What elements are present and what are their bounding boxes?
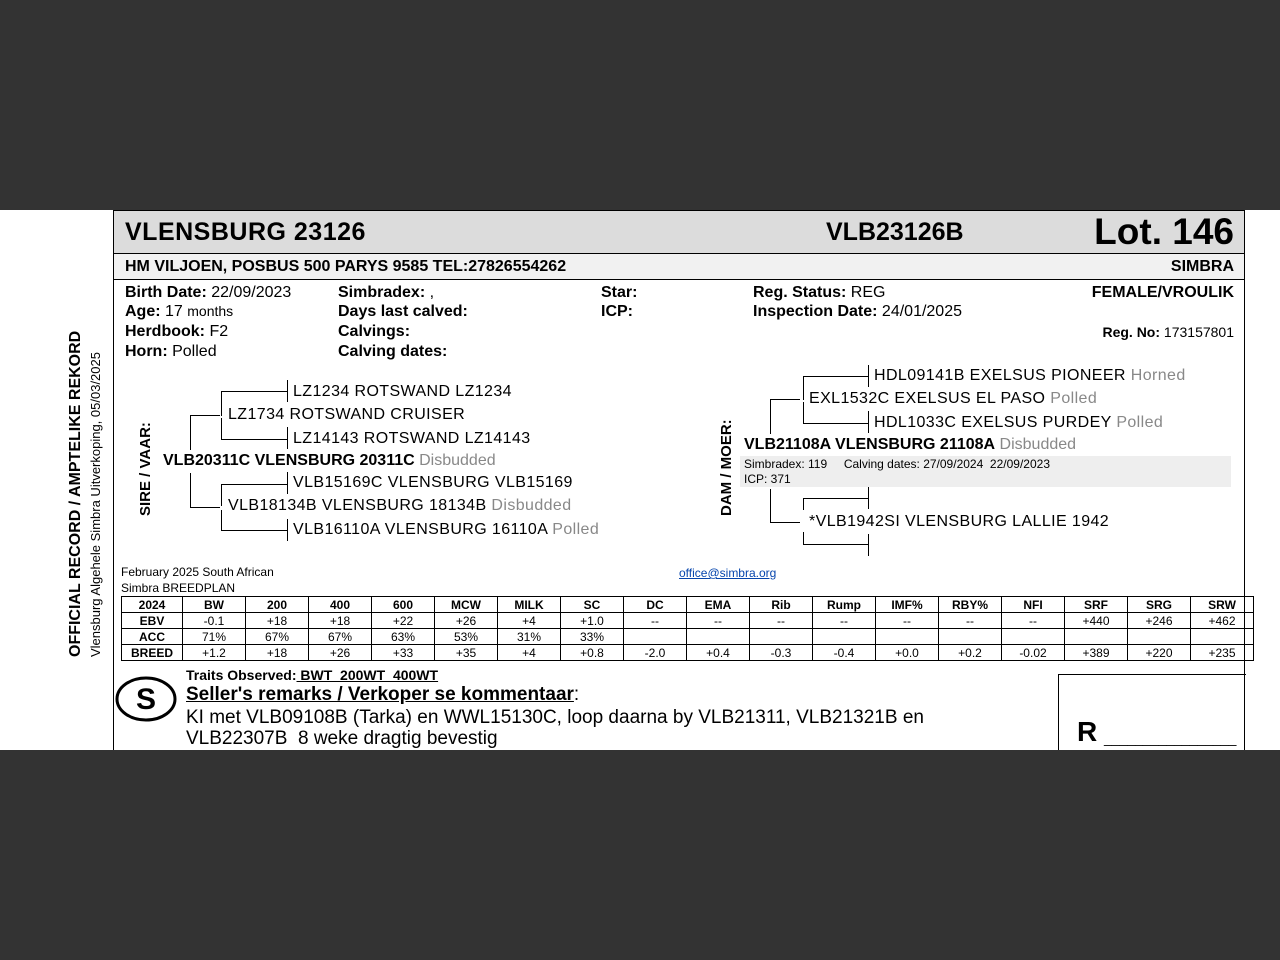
ebv-cell: 31%: [498, 629, 561, 645]
breed-label: SIMBRA: [1170, 258, 1234, 275]
line: [868, 365, 869, 387]
remarks-title: Seller's remarks / Verkoper se kommentaar:: [186, 684, 580, 705]
lot-card: [0, 210, 1280, 750]
ebv-header-cell: 200: [246, 597, 309, 613]
sire-dam-dam: VLB16110A VLENSBURG 16110A Polled: [293, 521, 600, 538]
line: [287, 380, 288, 402]
line: [190, 507, 220, 508]
ebv-header-cell: SRF: [1065, 597, 1128, 613]
dam-sire-sire: HDL09141B EXELSUS PIONEER Horned: [874, 367, 1186, 384]
line: [770, 522, 800, 523]
ebv-cell: [750, 629, 813, 645]
remarks-line1: KI met VLB09108B (Tarka) en WWL15130C, loop daarna by VLB21311, VLB21321B en: [186, 707, 924, 728]
price-line[interactable]: _________________: [1104, 730, 1237, 746]
calving-dates: Calving dates:: [338, 343, 448, 360]
ebv-header-cell: MCW: [435, 597, 498, 613]
ebv-row-label: ACC: [122, 629, 183, 645]
ebv-cell: +389: [1065, 645, 1128, 661]
line: [287, 427, 288, 449]
ebv-cell: [1191, 629, 1254, 645]
reg-status: Reg. Status: REG: [753, 284, 886, 301]
ebv-row: [122, 629, 1254, 645]
email-link[interactable]: office@simbra.org: [679, 566, 777, 580]
ebv-cell: +35: [435, 645, 498, 661]
ebv-cell: +18: [246, 645, 309, 661]
star: Star:: [601, 284, 638, 301]
ebv-row: [122, 613, 1254, 629]
ebv-cell: --: [876, 613, 939, 629]
ebv-cell: --: [1002, 613, 1065, 629]
ebv-cell: +22: [372, 613, 435, 629]
ebv-cell: --: [624, 613, 687, 629]
ebv-table: [121, 596, 1254, 661]
ebv-cell: -0.1: [183, 613, 246, 629]
ebv-cell: +26: [309, 645, 372, 661]
line: [190, 415, 191, 450]
line: [803, 532, 804, 544]
ebv-row-label: EBV: [122, 613, 183, 629]
line: [221, 439, 287, 440]
line: [770, 399, 800, 400]
dam-info-line2: ICP: 371: [744, 472, 791, 486]
ebv-header-cell: DC: [624, 597, 687, 613]
line: [770, 489, 771, 522]
ebv-cell: +33: [372, 645, 435, 661]
days-last-calved: Days last calved:: [338, 303, 468, 320]
ebv-cell: +4: [498, 645, 561, 661]
ebv-cell: 71%: [183, 629, 246, 645]
breedplan-line1: February 2025 South African: [121, 565, 274, 579]
traits-observed: Traits Observed: BWT 200WT 400WT: [186, 667, 439, 683]
ebv-cell: +235: [1191, 645, 1254, 661]
ebv-cell: +26: [435, 613, 498, 629]
ebv-cell: --: [813, 613, 876, 629]
line: [770, 399, 771, 434]
ebv-cell: [1002, 629, 1065, 645]
line: [221, 510, 222, 530]
ebv-header-cell: IMF%: [876, 597, 939, 613]
calvings: Calvings:: [338, 323, 411, 340]
ebv-cell: +0.8: [561, 645, 624, 661]
reg-number: Reg. No: 173157801: [1102, 324, 1234, 340]
ebv-cell: +440: [1065, 613, 1128, 629]
ebv-header-cell: EMA: [687, 597, 750, 613]
svg-text:S: S: [135, 683, 157, 716]
sire-dam: VLB18134B VLENSBURG 18134B Disbudded: [228, 497, 572, 514]
simbra-logo-icon: [114, 674, 178, 724]
sire-sire: LZ1734 ROTSWAND CRUISER: [228, 406, 466, 423]
animal-code: VLB23126B: [826, 218, 964, 246]
ebv-cell: +1.0: [561, 613, 624, 629]
sire-sire-dam: LZ14143 ROTSWAND LZ14143: [293, 430, 531, 447]
ebv-header-cell: NFI: [1002, 597, 1065, 613]
ebv-cell: [687, 629, 750, 645]
animal-name: VLENSBURG 23126: [125, 218, 366, 246]
sale-label: Vlensburg Algehele Simbra Uitverkoping, 05/03/2025: [88, 352, 103, 657]
ebv-cell: [624, 629, 687, 645]
dam: VLB21108A VLENSBURG 21108A Disbudded: [744, 436, 1077, 453]
ebv-cell: -0.4: [813, 645, 876, 661]
ebv-cell: [1128, 629, 1191, 645]
line: [221, 391, 222, 416]
ebv-cell: +18: [309, 613, 372, 629]
line: [190, 473, 191, 507]
line: [868, 411, 869, 433]
ebv-row: [122, 645, 1254, 661]
line: [221, 484, 222, 506]
ebv-cell: -0.3: [750, 645, 813, 661]
simbradex: Simbradex: ,: [338, 284, 435, 301]
owner-line: HM VILJOEN, POSBUS 500 PARYS 9585 TEL:27826554262: [125, 258, 567, 275]
sire-dam-sire: VLB15169C VLENSBURG VLB15169: [293, 474, 573, 491]
official-record-label: OFFICIAL RECORD / AMPTELIKE REKORD: [67, 330, 84, 657]
ebv-cell: +0.0: [876, 645, 939, 661]
ebv-cell: 63%: [372, 629, 435, 645]
ebv-row-label: BREED: [122, 645, 183, 661]
ebv-header-cell: BW: [183, 597, 246, 613]
line: [868, 487, 869, 509]
line: [803, 544, 868, 545]
remarks-line2: VLB22307B 8 weke dragtig bevestig: [186, 728, 498, 749]
ebv-header-cell: 400: [309, 597, 372, 613]
lot-number: Lot. 146: [1094, 211, 1234, 252]
line: [803, 423, 868, 424]
sire-sire-sire: LZ1234 ROTSWAND LZ1234: [293, 383, 512, 400]
line: [287, 519, 288, 541]
ebv-cell: [876, 629, 939, 645]
ebv-header-cell: MILK: [498, 597, 561, 613]
ebv-cell: +246: [1128, 613, 1191, 629]
dam-label: DAM / MOER:: [718, 419, 735, 516]
ebv-cell: --: [750, 613, 813, 629]
ebv-header-cell: SRG: [1128, 597, 1191, 613]
ebv-cell: -0.02: [1002, 645, 1065, 661]
line: [868, 534, 869, 556]
line: [221, 484, 287, 485]
ebv-cell: +18: [246, 613, 309, 629]
ebv-cell: +1.2: [183, 645, 246, 661]
horn: Horn: Polled: [125, 343, 217, 360]
ebv-cell: -2.0: [624, 645, 687, 661]
ebv-cell: [939, 629, 1002, 645]
ebv-header-cell: SRW: [1191, 597, 1254, 613]
line: [803, 402, 804, 423]
ebv-cell: +462: [1191, 613, 1254, 629]
inspection-date: Inspection Date: 24/01/2025: [753, 303, 962, 320]
line: [803, 498, 868, 499]
ebv-header-cell: SC: [561, 597, 624, 613]
ebv-cell: 67%: [309, 629, 372, 645]
ebv-cell: 33%: [561, 629, 624, 645]
line: [221, 530, 287, 531]
line: [190, 415, 220, 416]
ebv-header-cell: Rump: [813, 597, 876, 613]
ebv-cell: --: [687, 613, 750, 629]
ebv-header-cell: RBY%: [939, 597, 1002, 613]
birth-date: Birth Date: 22/09/2023: [125, 284, 292, 301]
sire-label: SIRE / VAAR:: [137, 422, 154, 516]
ebv-cell: --: [939, 613, 1002, 629]
line: [221, 391, 287, 392]
line: [221, 418, 222, 439]
ebv-header-cell: 600: [372, 597, 435, 613]
sire: VLB20311C VLENSBURG 20311C Disbudded: [163, 452, 496, 469]
ebv-cell: [813, 629, 876, 645]
ebv-cell: [1065, 629, 1128, 645]
ebv-cell: +0.4: [687, 645, 750, 661]
icp: ICP:: [601, 303, 633, 320]
ebv-cell: +220: [1128, 645, 1191, 661]
age: Age: 17 months: [125, 303, 234, 320]
price-r-label: R: [1077, 716, 1098, 747]
ebv-header-cell: Rib: [750, 597, 813, 613]
line: [803, 376, 868, 377]
dam-sire-dam: HDL1033C EXELSUS PURDEY Polled: [874, 414, 1164, 431]
ebv-header-cell: 2024: [122, 597, 183, 613]
ebv-cell: +0.2: [939, 645, 1002, 661]
ebv-cell: 53%: [435, 629, 498, 645]
dam-sire: EXL1532C EXELSUS EL PASO Polled: [809, 390, 1098, 407]
sex-label: FEMALE/VROULIK: [1091, 284, 1234, 301]
ebv-cell: +4: [498, 613, 561, 629]
line: [287, 472, 288, 494]
line: [803, 498, 804, 510]
breedplan-line2: Simbra BREEDPLAN: [121, 581, 236, 595]
dam-info-line1: Simbradex: 119 Calving dates: 27/09/2024 22/09/2023: [744, 457, 1050, 471]
ebv-header-row: [122, 597, 1254, 613]
line: [803, 376, 804, 400]
herdbook: Herdbook: F2: [125, 323, 229, 340]
ebv-cell: 67%: [246, 629, 309, 645]
dam-dam: *VLB1942SI VLENSBURG LALLIE 1942: [809, 513, 1110, 530]
